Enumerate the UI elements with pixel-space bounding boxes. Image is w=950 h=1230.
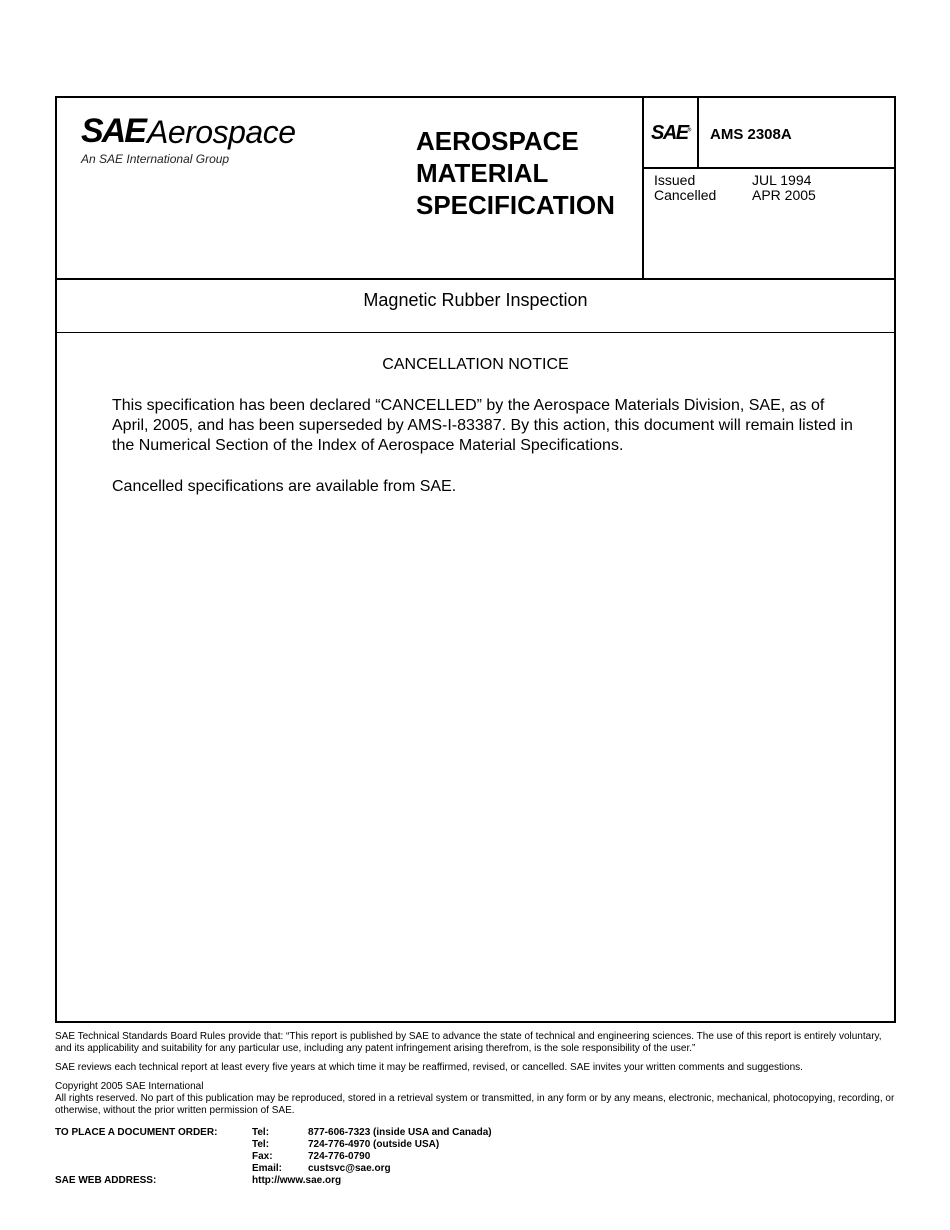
fax-label: Fax: xyxy=(252,1151,273,1162)
copyright: Copyright 2005 SAE International xyxy=(55,1081,204,1092)
spec-frame xyxy=(55,96,896,1023)
header-divider-horizontal xyxy=(57,278,894,280)
document-number: AMS 2308A xyxy=(710,126,792,143)
issue-dates xyxy=(654,173,816,203)
doc-number-divider xyxy=(644,167,894,169)
review-statement: SAE reviews each technical report at least every five years at which time it may be reaffirmed, revised, or cancelled. SAE invites your written comments and suggestions. xyxy=(55,1062,803,1073)
tel2-value: 724-776-4970 (outside USA) xyxy=(308,1139,440,1150)
rights-statement: All rights reserved. No part of this publication may be reproduced, stored in a retrieval system or transmitted, in any form or by any means, electronic, mechanical, photocopying, recording, or otherwise, without the prior written permission of SAE. xyxy=(55,1093,895,1116)
logo-product: Aerospace xyxy=(147,114,296,150)
copyright-block xyxy=(55,1081,895,1117)
tel1-label: Tel: xyxy=(252,1127,270,1138)
sae-aerospace-logo xyxy=(81,112,341,172)
sae-small-logo: SAE® xyxy=(651,122,692,144)
logo-brand: SAE xyxy=(81,112,145,150)
legal-footer xyxy=(55,1031,895,1124)
cancelled-label: Cancelled xyxy=(654,187,717,203)
issued-row xyxy=(654,173,816,188)
web-link[interactable]: http://www.sae.org xyxy=(252,1175,342,1186)
header-divider-vertical xyxy=(642,98,644,278)
notice-body xyxy=(112,396,862,518)
tel1-value: 877-606-7323 (inside USA and Canada) xyxy=(308,1127,492,1138)
email-link[interactable]: custsvc@sae.org xyxy=(308,1163,391,1174)
document-type-title xyxy=(416,125,641,221)
tel2-label: Tel: xyxy=(252,1139,270,1150)
issued-label: Issued xyxy=(654,172,696,188)
cancelled-row xyxy=(654,188,816,203)
standards-rules: SAE Technical Standards Board Rules provide that: “This report is published by SAE to advance the state of technical and engineering sciences. The use of this report is entirely voluntary, and its applicability and suitability for any particular use, including any patent infringement arising therefrom, is the sole responsibility of the user.” xyxy=(55,1031,882,1054)
order-info xyxy=(55,1127,492,1187)
title-line: SPECIFICATION xyxy=(416,190,615,220)
title-line: AEROSPACE xyxy=(416,126,579,156)
cancellation-heading: CANCELLATION NOTICE xyxy=(382,356,569,373)
cancelled-date: APR 2005 xyxy=(752,187,816,203)
order-label: TO PLACE A DOCUMENT ORDER: xyxy=(55,1127,218,1138)
fax-value: 724-776-0790 xyxy=(308,1151,371,1162)
web-label: SAE WEB ADDRESS: xyxy=(55,1175,157,1186)
notice-paragraph: Cancelled specifications are available from SAE. xyxy=(112,478,457,495)
issued-date: JUL 1994 xyxy=(752,172,812,188)
logo-tagline: An SAE International Group xyxy=(81,152,230,166)
email-label: Email: xyxy=(252,1163,283,1174)
notice-paragraph: This specification has been declared “CANCELLED” by the Aerospace Materials Division, SAE, as of April, 2005, and has been superseded by AMS-I-83387. By this action, this document will remain listed in the Numerical Section of the Index of Aerospace Material Specifications. xyxy=(112,397,853,454)
title-line: MATERIAL xyxy=(416,158,549,188)
document-subject: Magnetic Rubber Inspection xyxy=(363,290,588,310)
logo-cell-divider xyxy=(697,98,699,168)
subject-divider xyxy=(57,332,894,333)
